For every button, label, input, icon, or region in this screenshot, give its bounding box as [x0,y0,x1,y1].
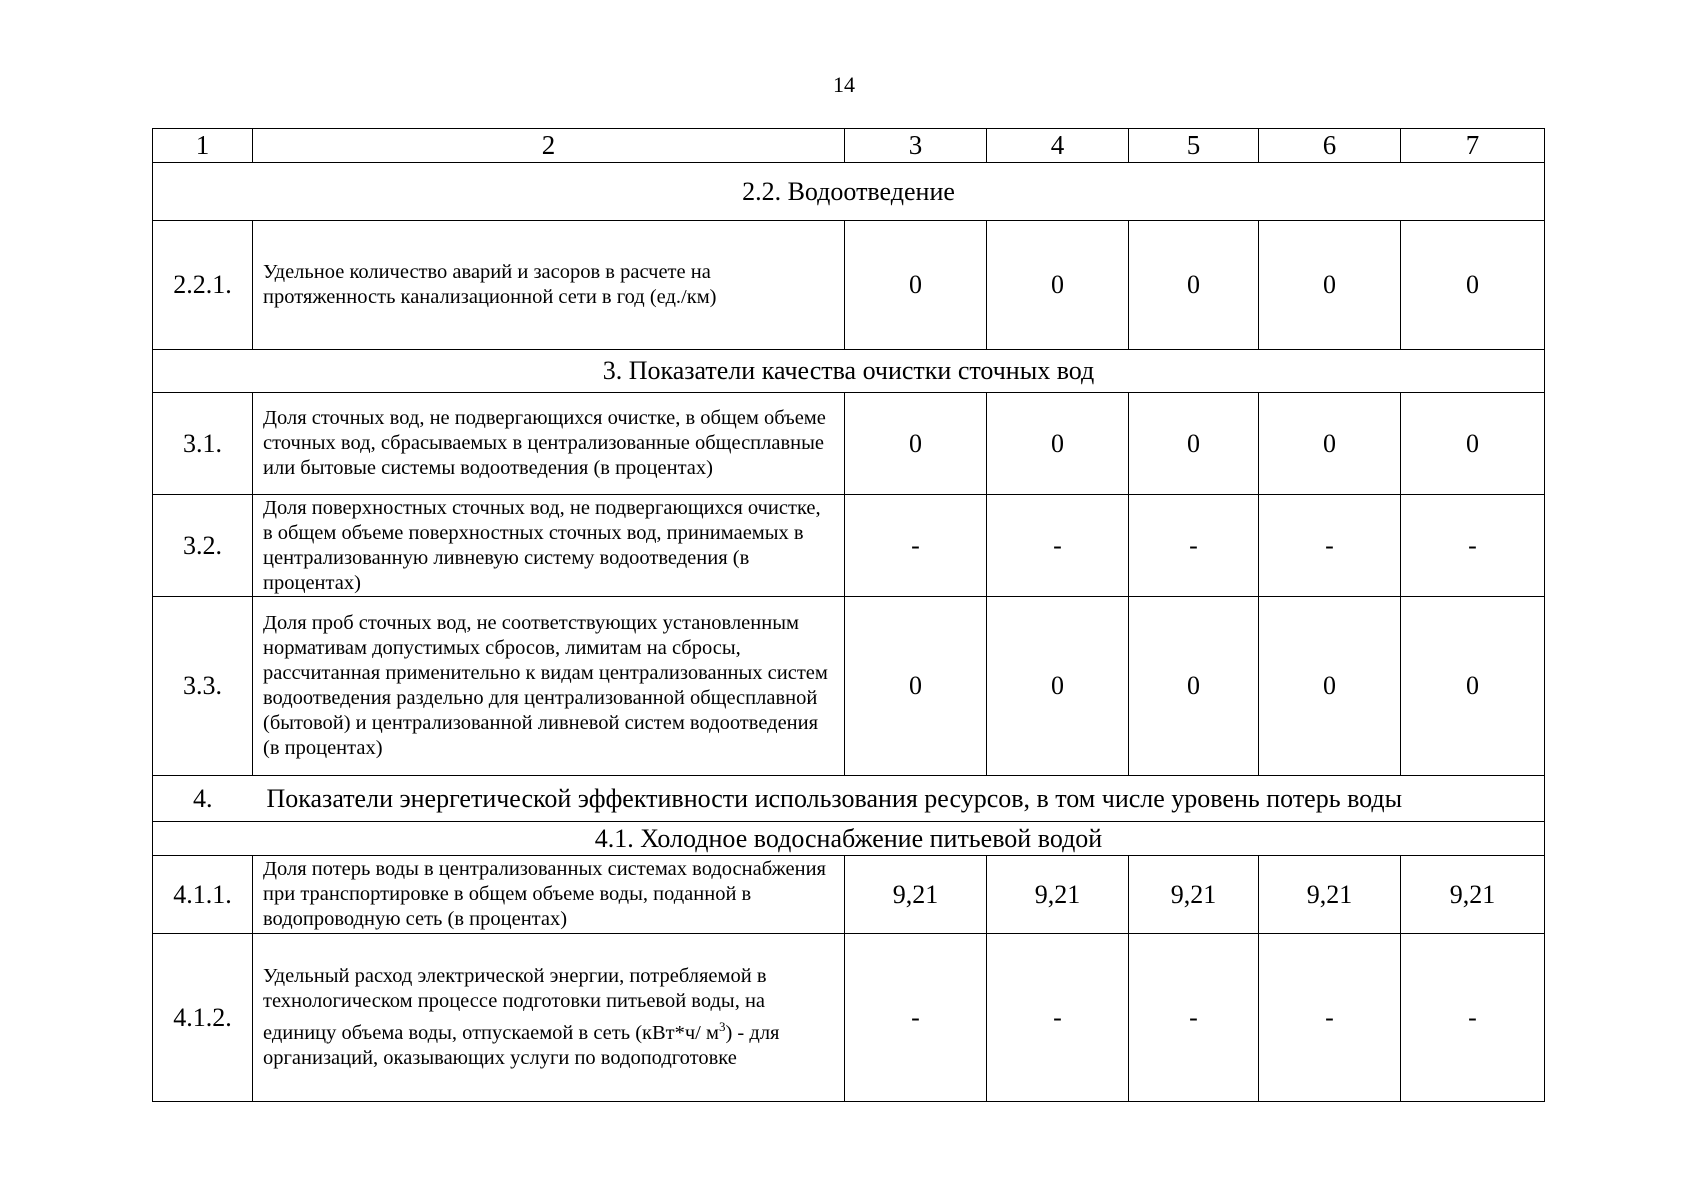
row-number: 3.1. [153,393,253,495]
header-cell: 6 [1259,129,1401,163]
table-row [153,495,1545,597]
row-value: - [1401,495,1545,597]
row-value: 0 [1129,221,1259,350]
row-value: 0 [845,221,987,350]
section-title-cold-water: 4.1. Холодное водоснабжение питьевой водой [153,822,1545,856]
table-row [153,597,1545,776]
row-value: 0 [1259,393,1401,495]
row-value: 0 [1401,597,1545,776]
row-number: 4.1.2. [153,934,253,1102]
row-value: 0 [1129,393,1259,495]
indicators-table [152,128,1545,1102]
row-description-text-end: ) - для организаций, оказывающих услуги по водоподготовке [263,1021,780,1069]
row-value: 0 [987,221,1129,350]
header-cell: 7 [1401,129,1545,163]
row-description: Удельное количество аварий и засоров в расчете на протяженность канализационной сети в год (ед./км) [253,221,845,350]
row-description: Доля потерь воды в централизованных системах водоснабжения при транспортировке в общем объеме воды, поданной в водопроводную сеть (в процентах) [253,856,845,934]
row-value: 0 [1259,597,1401,776]
row-value: - [987,495,1129,597]
section-row [153,163,1545,221]
header-cell: 2 [253,129,845,163]
row-value: - [1259,495,1401,597]
row-value: 0 [845,393,987,495]
row-value: - [845,934,987,1102]
row-value: 9,21 [845,856,987,934]
row-value: 0 [987,597,1129,776]
table-row [153,934,1545,1102]
section-row [153,822,1545,856]
section-title-wastewater: 2.2. Водоотведение [153,163,1545,221]
row-value: 9,21 [1401,856,1545,934]
header-cell: 5 [1129,129,1259,163]
row-number: 3.2. [153,495,253,597]
row-description-superscript: 3 [718,1019,726,1035]
row-description: Доля проб сточных вод, не соответствующих установленным нормативам допустимых сбросов, лимитам на сбросы, рассчитанная применительно к видам централизованных систем водоотведения раздельно для централизованной общесплавной (бытовой) и централизованной ливневой систем водоотведения (в процентах) [253,597,845,776]
row-description [253,934,845,1102]
row-value: 0 [1401,221,1545,350]
row-value: - [845,495,987,597]
row-description-text: Удельный расход электрической энергии, потребляемой в технологическом процессе подготовки питьевой воды, на единицу объема воды, отпускаемой в сеть (кВт*ч/ м [263,965,767,1044]
header-cell: 1 [153,129,253,163]
section-title-treatment-quality: 3. Показатели качества очистки сточных вод [153,350,1545,393]
row-value: - [1129,934,1259,1102]
row-value: 0 [987,393,1129,495]
row-value: - [1129,495,1259,597]
row-value: 0 [1401,393,1545,495]
section-row [153,350,1545,393]
section-number: 4. [153,776,253,822]
header-cell: 3 [845,129,987,163]
row-number: 4.1.1. [153,856,253,934]
row-value: 9,21 [987,856,1129,934]
row-description: Доля поверхностных сточных вод, не подвергающихся очистке, в общем объеме поверхностных сточных вод, принимаемых в централизованную ливневую систему водоотведения (в процентах) [253,495,845,597]
row-value: 9,21 [1129,856,1259,934]
row-number: 3.3. [153,597,253,776]
header-cell: 4 [987,129,1129,163]
row-value: 0 [1129,597,1259,776]
row-value: 9,21 [1259,856,1401,934]
table-row [153,393,1545,495]
row-value: 0 [1259,221,1401,350]
row-value: - [987,934,1129,1102]
row-number: 2.2.1. [153,221,253,350]
section-title-energy-efficiency: Показатели энергетической эффективности использования ресурсов, в том числе уровень потерь воды [253,776,1545,822]
section-row [153,776,1545,822]
row-value: - [1401,934,1545,1102]
row-value: 0 [845,597,987,776]
row-description: Доля сточных вод, не подвергающихся очистке, в общем объеме сточных вод, сбрасываемых в централизованные общесплавные или бытовые системы водоотведения (в процентах) [253,393,845,495]
page-number: 14 [833,72,855,97]
table-row [153,856,1545,934]
column-number-header [153,129,1545,163]
table-row [153,221,1545,350]
row-value: - [1259,934,1401,1102]
